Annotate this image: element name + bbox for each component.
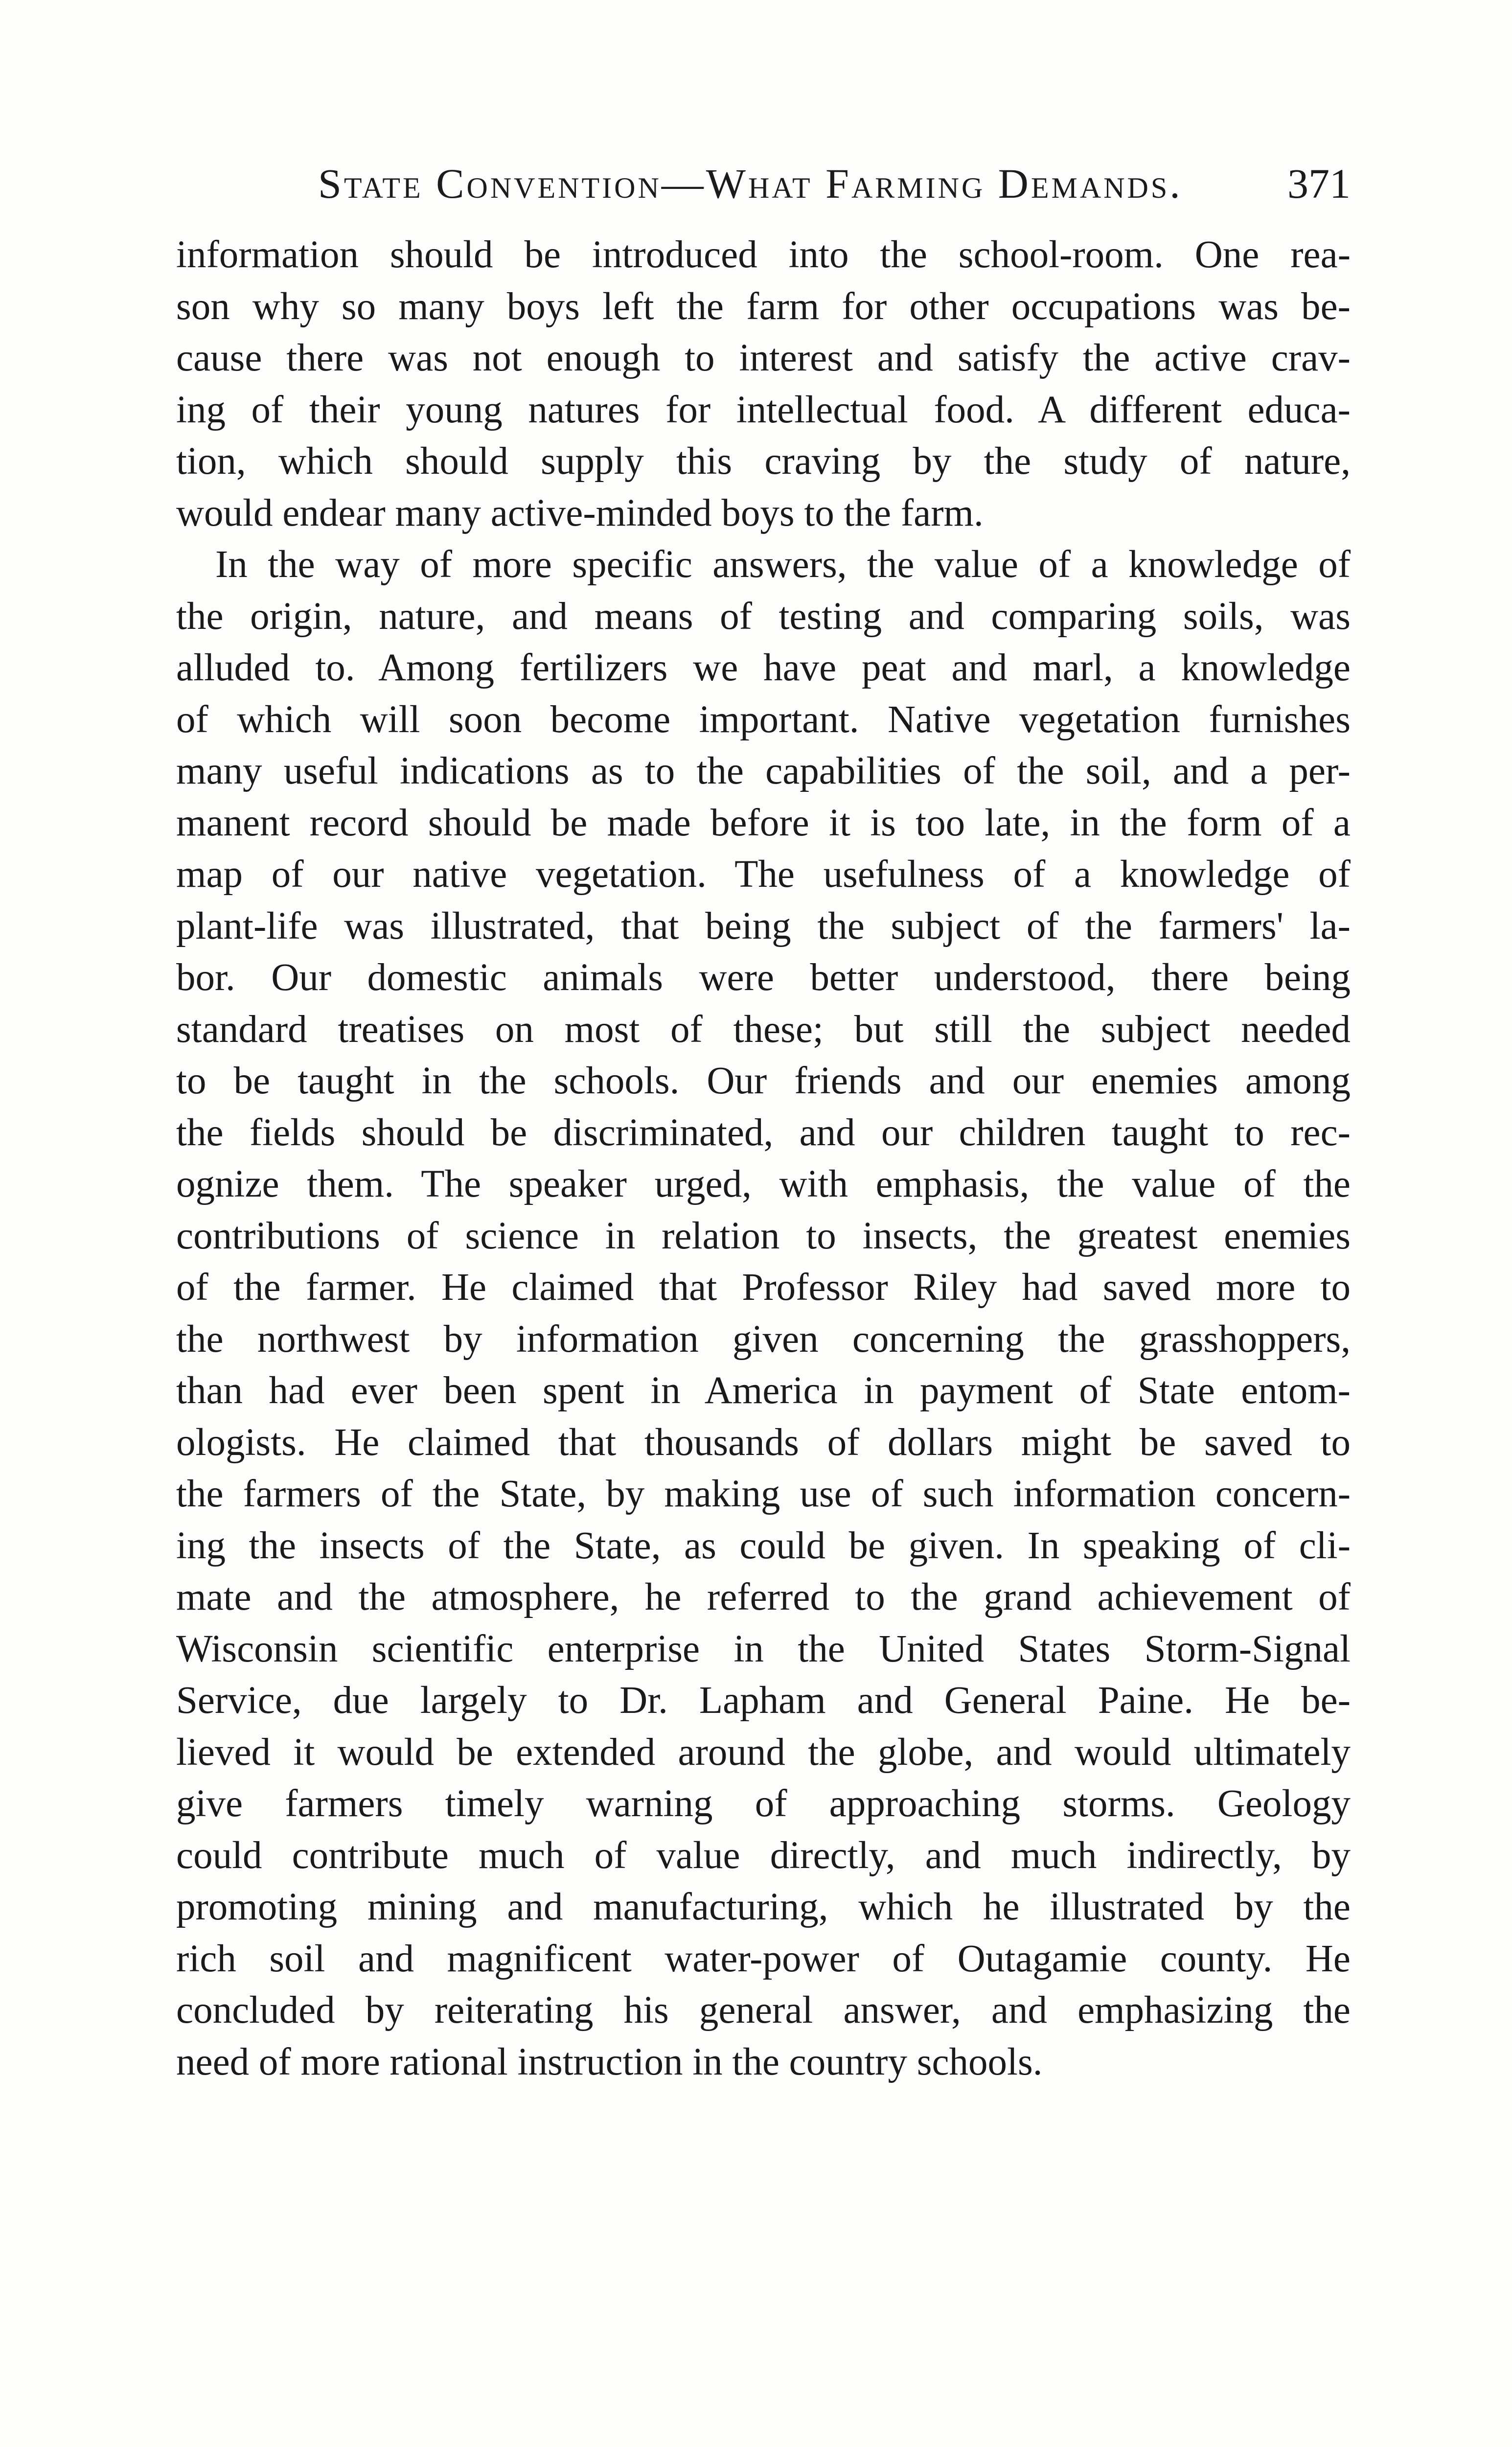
running-header	[176, 159, 1351, 213]
text-line: than had ever been spent in America in payment of State entom-	[176, 1369, 1351, 1412]
text-line: plant-life was illustrated, that being the subject of the farmers' la-	[176, 904, 1351, 947]
text-line: ologists. He claimed that thousands of dollars might be saved to	[176, 1421, 1351, 1464]
text-line: bor. Our domestic animals were better understood, there being	[176, 956, 1351, 999]
paragraph-2	[176, 539, 1351, 2088]
running-title: State Convention—What Farming Demands.	[318, 160, 1183, 207]
text-line: need of more rational instruction in the country schools.	[176, 2040, 1043, 2083]
text-line: information should be introduced into the school-room. One rea-	[176, 233, 1351, 276]
paragraph-1	[176, 229, 1351, 539]
text-line: mate and the atmosphere, he referred to the grand achievement of	[176, 1576, 1351, 1618]
text-line: In the way of more specific answers, the value of a knowledge of	[215, 543, 1351, 586]
text-line: Wisconsin scientific enterprise in the United States Storm-Signal	[176, 1627, 1351, 1670]
text-line: many useful indications as to the capabilities of the soil, and a per-	[176, 750, 1351, 792]
text-line: standard treatises on most of these; but still the subject needed	[176, 1008, 1351, 1051]
text-line: lieved it would be extended around the globe, and would ultimately	[176, 1731, 1351, 1774]
text-line: manent record should be made before it is too late, in the form of a	[176, 801, 1351, 844]
text-line: the farmers of the State, by making use of such information concern-	[176, 1473, 1351, 1515]
text-line: ing of their young natures for intellectual food. A different educa-	[176, 388, 1351, 431]
text-line: the origin, nature, and means of testing and comparing soils, was	[176, 595, 1351, 638]
text-line: to be taught in the schools. Our friends and our enemies among	[176, 1060, 1351, 1102]
text-line: the northwest by information given concerning the grasshoppers,	[176, 1317, 1351, 1361]
page-number: 371	[1287, 160, 1351, 207]
text-line: of which will soon become important. Native vegetation furnishes	[176, 698, 1351, 741]
text-line: rich soil and magnificent water-power of Outagamie county. He	[176, 1937, 1351, 1980]
text-line: map of our native vegetation. The usefulness of a knowledge of	[176, 853, 1351, 896]
text-line: could contribute much of value directly, and much indirectly, by	[176, 1834, 1351, 1877]
text-line: concluded by reiterating his general answer, and emphasizing the	[176, 1989, 1351, 2031]
text-line: give farmers timely warning of approaching storms. Geology	[176, 1782, 1351, 1825]
text-line: son why so many boys left the farm for other occupations was be-	[176, 285, 1351, 328]
text-line: tion, which should supply this craving by the study of nature,	[176, 440, 1351, 483]
body-text	[176, 229, 1351, 2088]
text-line: alluded to. Among fertilizers we have peat and marl, a knowledge	[176, 646, 1351, 689]
text-line: the fields should be discriminated, and our children taught to rec-	[176, 1111, 1351, 1154]
text-line: would endear many active-minded boys to the farm.	[176, 491, 984, 534]
text-line: promoting mining and manufacturing, which he illustrated by the	[176, 1886, 1351, 1928]
text-line: contributions of science in relation to insects, the greatest enemies	[176, 1214, 1351, 1257]
text-line: cause there was not enough to interest and satisfy the active crav-	[176, 337, 1351, 379]
text-line: Service, due largely to Dr. Lapham and General Paine. He be-	[176, 1679, 1351, 1722]
text-line: of the farmer. He claimed that Professor Riley had saved more to	[176, 1266, 1351, 1309]
text-line: ing the insects of the State, as could be given. In speaking of cli-	[176, 1524, 1351, 1567]
text-line: ognize them. The speaker urged, with emphasis, the value of the	[176, 1163, 1351, 1205]
